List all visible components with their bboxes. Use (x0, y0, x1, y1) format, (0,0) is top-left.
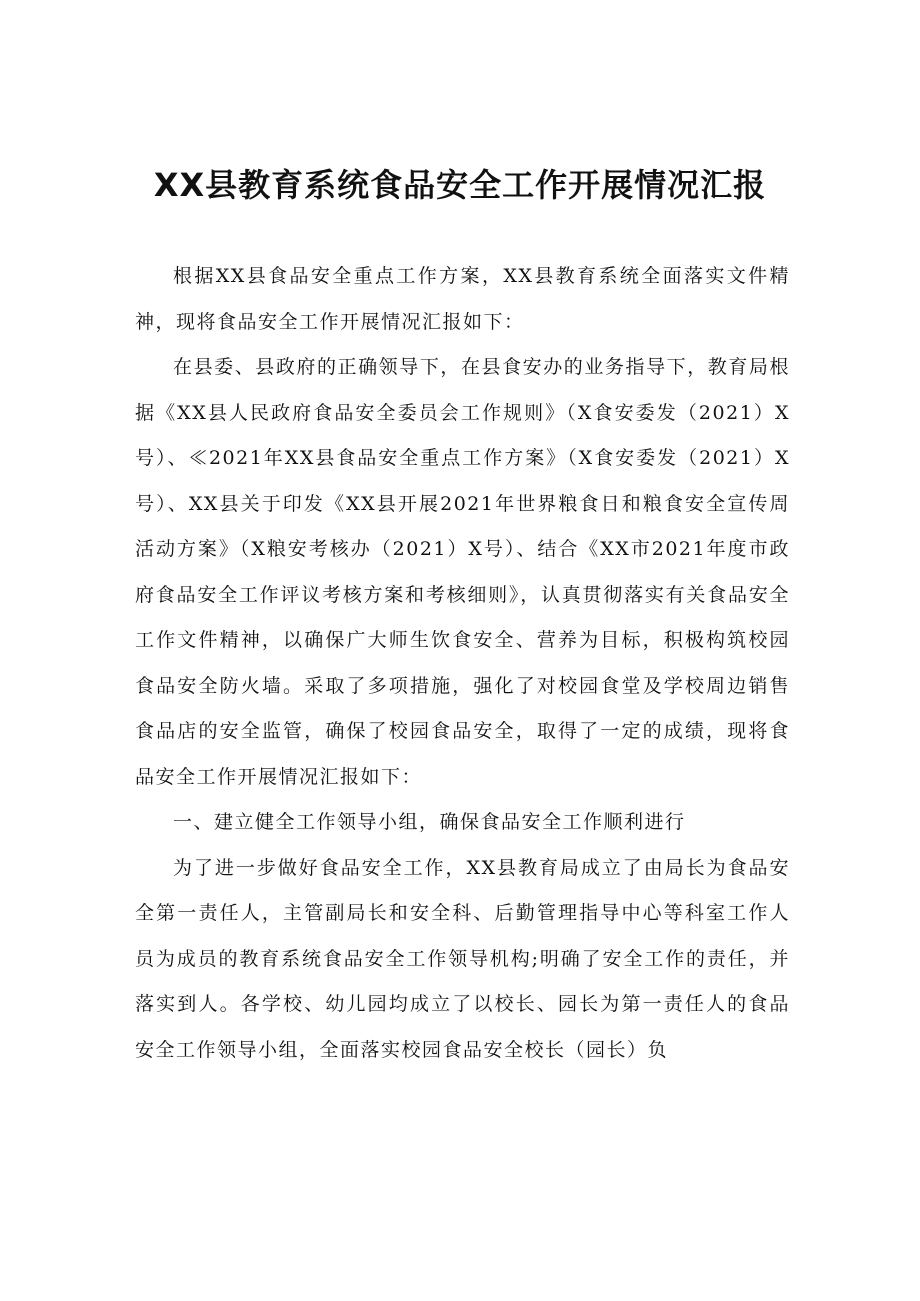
paragraph-intro: 根据XX县食品安全重点工作方案，XX县教育系统全面落实文件精神，现将食品安全工作开展情况汇报如下： (135, 265, 790, 333)
section-heading-1: 一、建立健全工作领导小组，确保食品安全工作顺利进行 (173, 811, 686, 833)
document-body (135, 254, 790, 1073)
paragraph-background: 在县委、县政府的正确领导下，在县食安办的业务指导下，教育局根据《XX县人民政府食品安全委员会工作规则》（X食安委发（2021）X号）、≪2021年XX县食品安全重点工作方案》（X食安委发（2021）X号）、XX县关于印发《XX县开展2021年世界粮食日和粮食安全宣传周活动方案》（X粮安考核办（2021）X号）、结合《XX市2021年度市政府食品安全工作评议考核方案和考核细则》，认真贯彻落实有关食品安全工作文件精神，以确保广大师生饮食安全、营养为目标，积极构筑校园食品安全防火墙。采取了多项措施，强化了对校园食堂及学校周边销售食品店的安全监管，确保了校园食品安全，取得了一定的成绩，现将食品安全工作开展情况汇报如下： (135, 356, 790, 788)
document-title: XX县教育系统食品安全工作开展情况汇报 (153, 166, 767, 204)
paragraph-section-1: 为了进一步做好食品安全工作，XX县教育局成立了由局长为食品安全第一责任人，主管副局长和安全科、后勤管理指导中心等科室工作人员为成员的教育系统食品安全工作领导机构;明确了安全工作的责任，并落实到人。各学校、幼儿园均成立了以校长、园长为第一责任人的食品安全工作领导小组，全面落实校园食品安全校长（园长）负 (135, 856, 790, 1061)
